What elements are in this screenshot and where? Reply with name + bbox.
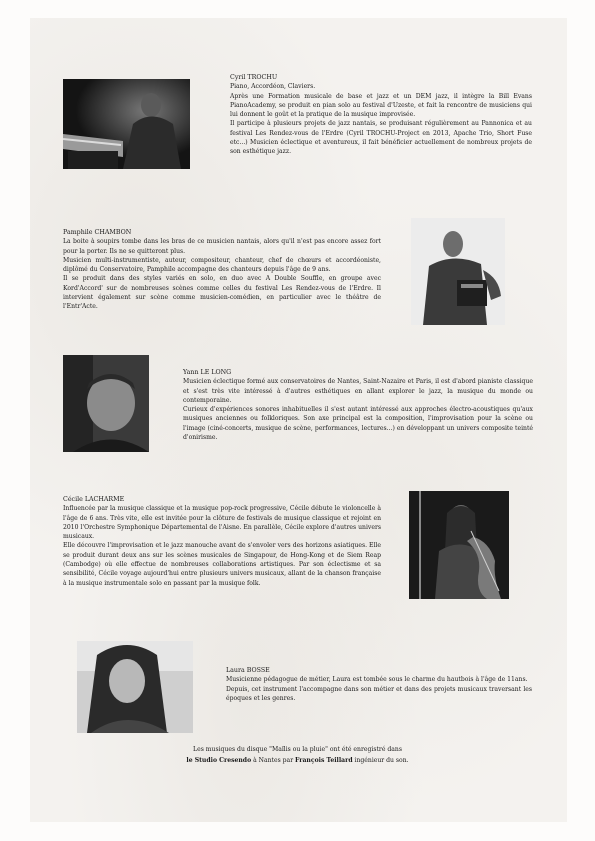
credits-line-1: Les musiques du disque "Maïlis ou la pluie" ont été enregistré dans	[193, 746, 402, 753]
bio-paragraph: Depuis, cet instrument l'accompagne dans son métier et dans des projets musicaux traversant les époques et les genres.	[226, 685, 532, 702]
bio-paragraph: Piano, Accordéon, Claviers.	[230, 83, 316, 91]
credits-text: à Nantes par	[251, 757, 296, 764]
engineer-name: François Teillard	[295, 757, 353, 764]
artist-name: Cécile LACHARME	[63, 496, 125, 503]
bio-paragraph: Musicien multi-instrumentiste, auteur, compositeur, chanteur, chef de chœurs et accordéoniste, diplômé du Conservatoire, Pamphile accompagne des chanteurs depuis l'âge de 9 ans.	[63, 256, 381, 274]
credits-text: ingénieur du son.	[352, 757, 409, 764]
photo-cecile-lacharme	[409, 491, 509, 599]
bio-cecile-lacharme	[63, 495, 381, 588]
bio-paragraph: Curieux d'expériences sonores inhabituelles il s'est autant intéressé aux approches électro-acoustiques qu'aux musiques anciennes ou folkloriques. Son axe principal est la composition, l'improvisation pour la scène ou l'image (ciné-concerts, musique de scène, performances, lectures...) en développant un univers composite teinté d'onirisme.	[183, 406, 533, 442]
photo-cyril-trochu	[63, 79, 190, 169]
bio-paragraph: Musicienne pédagogue de métier, Laura est tombée sous le charme du hautbois à l'âge de 11ans.	[226, 676, 528, 684]
artist-name: Laura BOSSE	[226, 667, 270, 674]
bio-pamphile-chambon	[63, 228, 381, 312]
bio-yann-le-long	[183, 368, 533, 442]
bio-laura-bosse	[226, 666, 532, 703]
bio-paragraph: Elle découvre l'improvisation et le jazz manouche avant de s'envoler vers des horizons asiatiques. Elle se produit durant deux ans sur les scènes musicales de Singapour, de Hong-Kong et de Siem Reap (Cambodge) où elle effectue de nombreuses collaborations artistiques. Par son éclectisme et sa sensibilité, Cécile voyage aujourd'hui entre plusieurs univers musicaux, allant de la chanson française à la musique instrumentale solo en passant par la musique folk.	[63, 542, 381, 587]
artist-name: Cyril TROCHU	[230, 74, 278, 81]
bio-paragraph: Influencée par la musique classique et la musique pop-rock progressive, Cécile débute le violoncelle à l'âge de 6 ans. Très vite, elle est invitée pour la clôture de festivals de musique classique et rejoint en 2010 l'Orchestre Symphonique Départemental de l'Aisne. En parallèle, Cécile explore d'autres univers musicaux.	[63, 505, 381, 541]
photo-laura-bosse	[77, 641, 193, 733]
bio-paragraph: Il se produit dans des styles variés en solo, en duo avec A Double Souffle, en groupe avec Kord'Accord' sur de nombreuses scènes comme celles du festival Les Rendez-vous de l'Erdre. Il intervient également sur scène comme musicien-comédien, en particulier avec le théâtre de l'Entr'Acte.	[63, 275, 381, 311]
credits-line-2	[130, 755, 465, 766]
photo-yann-le-long	[63, 355, 149, 452]
bio-cyril-trochu	[230, 73, 532, 157]
bio-paragraph: Après une Formation musicale de base et jazz et un DEM jazz, il intègre la Bill Evans PianoAcademy, se produit en pian solo au festival d'Uzeste, et fait la rencontre de musiciens qui lui donnent le goût et la pratique de la musique improvisée.	[230, 92, 532, 119]
bio-paragraph: Musicien éclectique formé aux conservatoires de Nantes, Saint-Nazaire et Paris, il est d'abord pianiste classique et s'est très vite intéressé à d'autres esthétiques en allant explorer le jazz, la musique du monde ou contemporaine.	[183, 378, 533, 404]
artist-name: Yann LE LONG	[183, 369, 232, 376]
photo-pamphile-chambon	[411, 218, 505, 325]
artist-name: Pamphile CHAMBON	[63, 229, 132, 236]
recording-credits	[130, 744, 465, 766]
bio-paragraph: La boite à soupirs tombe dans les bras de ce musicien nantais, alors qu'il n'est pas encore assez fort pour la porter. Ils ne se quitteront plus.	[63, 238, 381, 255]
bio-paragraph: Il participe à plusieurs projets de jazz nantais, se produisant régulièrement au Pannonica et au festival Les Rendez-vous de l'Erdre (Cyril TROCHU-Project en 2013, Apache Trio, Short Fuse etc...) Musicien éclectique et aventureux, il fait bénéficier actuellement de nombreux projets de son esthétique jazz.	[230, 120, 532, 156]
studio-name: le Studio Cresendo	[186, 757, 252, 764]
